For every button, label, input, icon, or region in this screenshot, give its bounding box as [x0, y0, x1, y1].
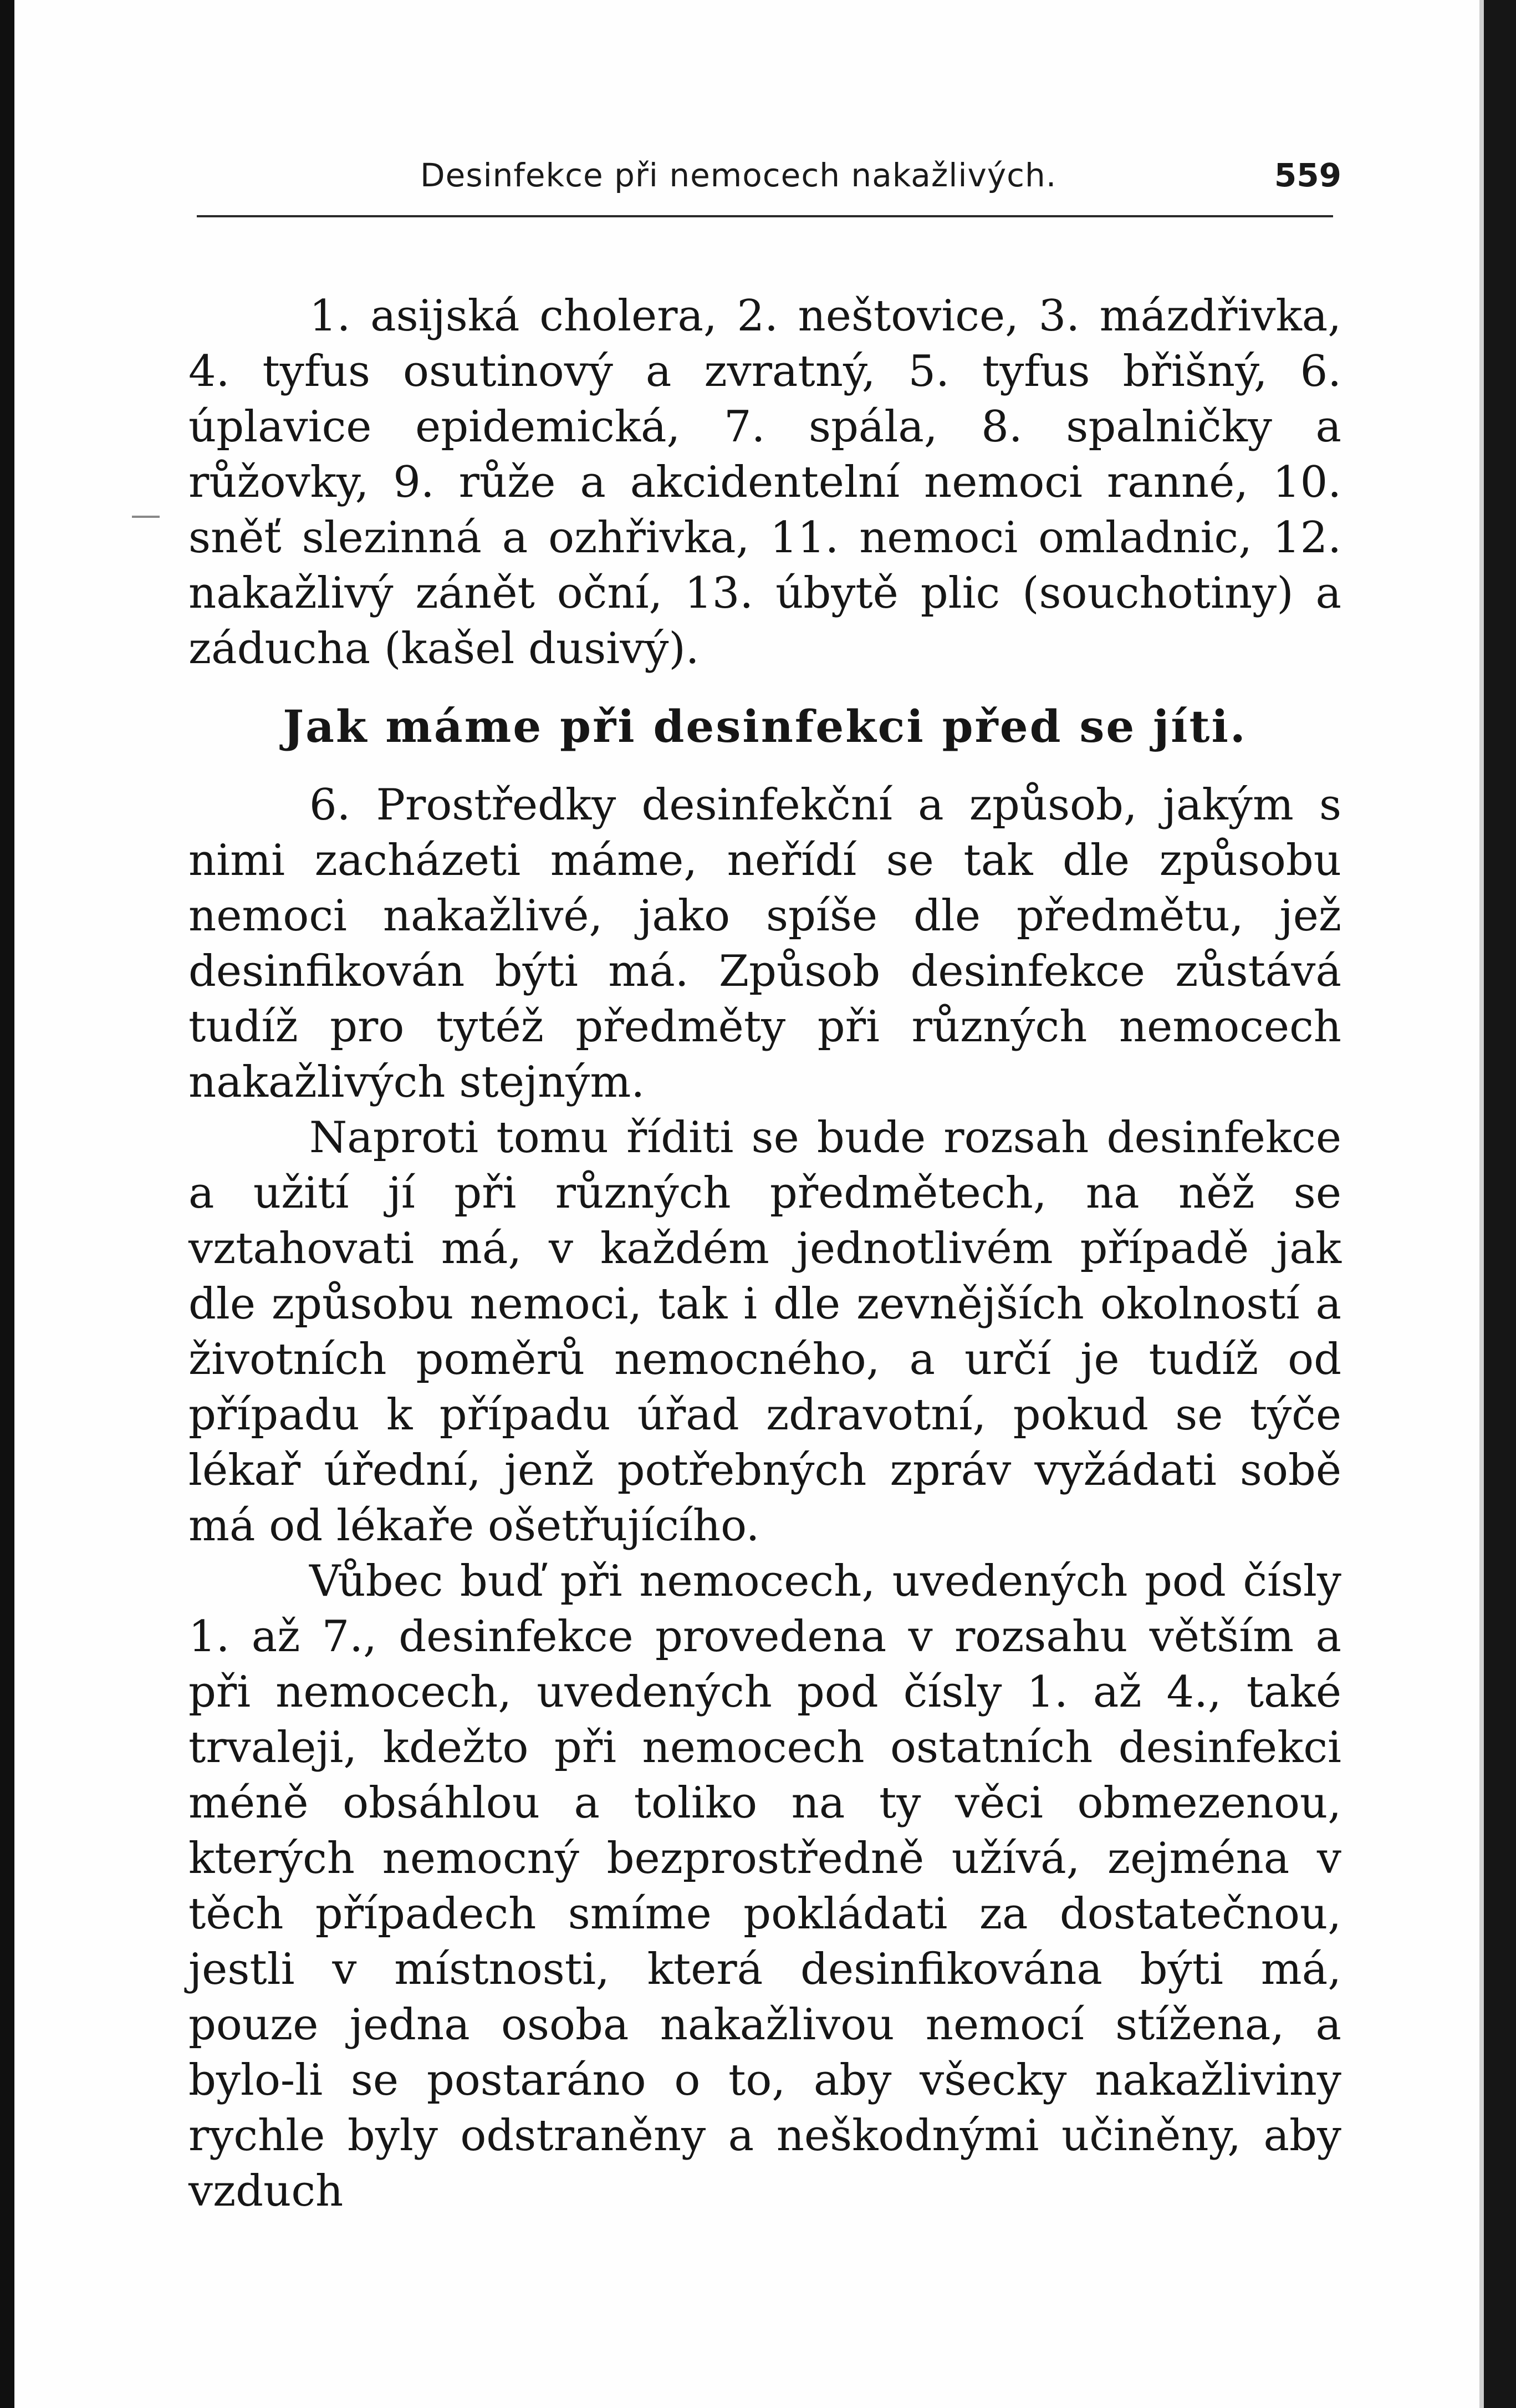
page-header: [188, 156, 1341, 209]
page-number: 559: [1274, 156, 1341, 194]
scan-right-border: [1484, 0, 1516, 2408]
scan-right-shadow: [1479, 0, 1484, 2408]
body-text: [188, 288, 1341, 2219]
paragraph-scope: Naproti tomu říditi se bude rozsah desinfekce a užití jí při různých předmětech, na něž se vztahovati má, v každém jednotlivém případě jak dle způsobu nemoci, tak i dle zevnějších okolností a životních poměrů nemocného, a určí je tudíž od případu k případu úřad zdravotní, pokud se týče lékař úřední, jenž potřebných zpráv vyžádati sobě má od lékaře ošetřujícího.: [188, 1113, 1341, 1551]
header-rule: [197, 215, 1333, 217]
scan-left-border: [0, 0, 14, 2408]
paragraph-section-6: 6. Prostředky desinfekční a způsob, jakým s nimi zacházeti máme, neřídí se tak dle způsobu nemoci nakažlivé, jako spíše dle předmětu, jež desinfikován býti má. Způsob desinfekce zůstává tudíž pro tytéž předměty při různých nemocech nakažlivých stejným.: [188, 780, 1341, 1107]
running-title: Desinfekce při nemocech nakažlivých.: [420, 156, 1057, 194]
paragraph-disease-list: 1. asijská cholera, 2. neštovice, 3. mázdřivka, 4. tyfus osutinový a zvratný, 5. tyfus břišný, 6. úplavice epidemická, 7. spála, 8. spalničky a růžovky, 9. růže a akcidentelní nemoci ranné, 10. sněť slezinná a ozhřivka, 11. nemoci omladnic, 12. nakažlivý zánět oční, 13. úbytě plic (souchotiny) a záducha (kašel dusivý).: [188, 291, 1341, 674]
scan-margin-mark: [132, 516, 160, 518]
paragraph-general: Vůbec buď při nemocech, uvedených pod čísly 1. až 7., desinfekce provedena v rozsahu větším a při nemocech, uvedených pod čísly 1. až 4., také trvaleji, kdežto při nemocech ostatních desinfekci méně obsáhlou a toliko na ty věci obmezenou, kterých nemocný bezprostředně užívá, zejména v těch případech smíme pokládati za dostatečnou, jestli v místnosti, která desinfikována býti má, pouze jedna osoba nakažlivou nemocí stížena, a bylo-li se postaráno o to, aby všecky nakažliviny rychle byly odstraněny a neškodnými učiněny, aby vzduch: [188, 1556, 1341, 2216]
section-heading: Jak máme při desinfekci před se jíti.: [283, 700, 1247, 752]
